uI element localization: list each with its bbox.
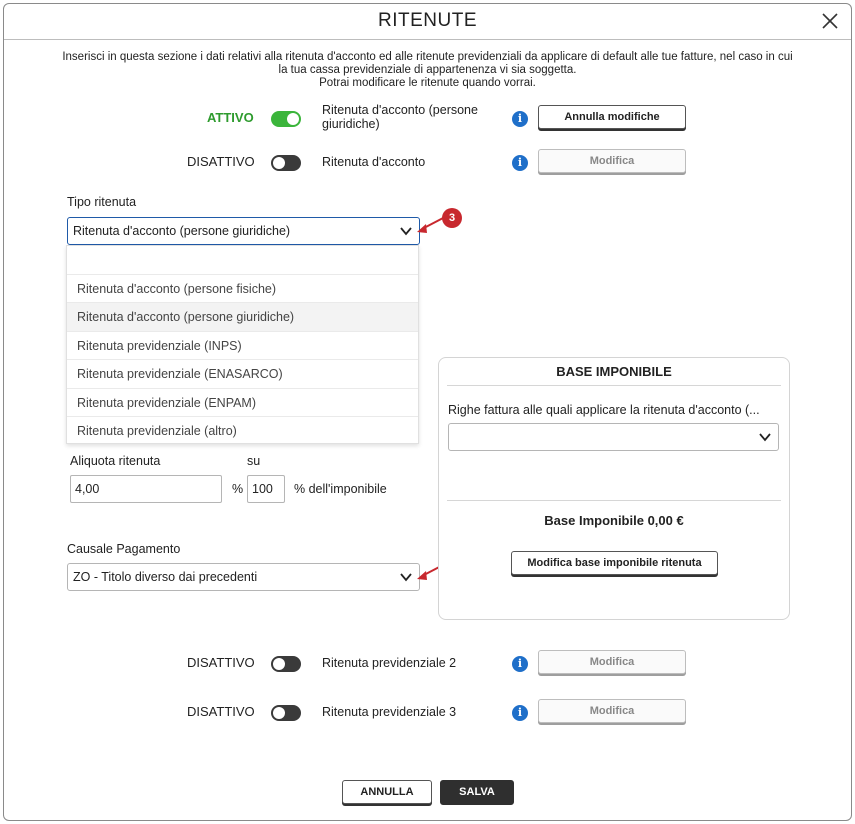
panel-divider bbox=[447, 385, 781, 386]
aliquota-label: Aliquota ritenuta bbox=[70, 454, 161, 468]
annotation-arrow-icon bbox=[414, 214, 448, 236]
toggle-knob bbox=[287, 113, 299, 125]
aliquota-input[interactable]: 4,00 bbox=[70, 475, 222, 503]
annotation-badge: 3 bbox=[442, 208, 462, 228]
intro-line: la tua cassa previdenziale di appartenenza vi sia soggetta. bbox=[278, 64, 577, 76]
dropdown-option[interactable]: Ritenuta d'acconto (persone fisiche) bbox=[67, 275, 418, 304]
imponibile-percent-input[interactable]: 100 bbox=[247, 475, 285, 503]
dropdown-option[interactable]: Ritenuta previdenziale (INPS) bbox=[67, 332, 418, 361]
dropdown-option[interactable]: Ritenuta previdenziale (ENPAM) bbox=[67, 389, 418, 418]
modifica-button[interactable]: Modifica bbox=[538, 149, 686, 173]
ritenuta-label bbox=[322, 103, 512, 131]
causale-label: Causale Pagamento bbox=[67, 542, 181, 556]
su-label: su bbox=[247, 454, 261, 468]
toggle-knob bbox=[273, 157, 285, 169]
annulla-modifiche-button[interactable]: Annulla modifiche bbox=[538, 105, 686, 129]
chevron-down-icon bbox=[399, 570, 413, 584]
intro-text bbox=[22, 51, 833, 90]
righe-select[interactable] bbox=[448, 423, 779, 451]
causale-value: ZO - Titolo diverso dai precedenti bbox=[73, 570, 258, 584]
info-icon[interactable]: i bbox=[512, 705, 528, 721]
ritenuta-toggle[interactable] bbox=[271, 656, 301, 672]
chevron-down-icon bbox=[758, 430, 772, 444]
base-imponibile-title: BASE IMPONIBILE bbox=[556, 364, 672, 379]
status-label: ATTIVO bbox=[207, 110, 254, 125]
chevron-down-icon bbox=[399, 224, 413, 238]
base-imponibile-total: Base Imponibile 0,00 € bbox=[544, 513, 684, 528]
toggle-knob bbox=[273, 658, 285, 670]
tipo-ritenuta-value: Ritenuta d'acconto (persone giuridiche) bbox=[73, 224, 291, 238]
dialog-titlebar bbox=[4, 4, 851, 40]
dialog-title: RITENUTE bbox=[378, 10, 477, 31]
dropdown-option[interactable]: Ritenuta previdenziale (ENASARCO) bbox=[67, 360, 418, 389]
info-icon[interactable]: i bbox=[512, 111, 528, 127]
dropdown-option[interactable] bbox=[67, 246, 418, 275]
intro-line: Potrai modificare le ritenute quando vorrai. bbox=[319, 77, 536, 89]
ritenuta-toggle[interactable] bbox=[271, 111, 301, 127]
percent-sign: % bbox=[232, 482, 244, 496]
tipo-ritenuta-label: Tipo ritenuta bbox=[67, 195, 137, 209]
modifica-button[interactable]: Modifica bbox=[538, 650, 686, 674]
tipo-ritenuta-dropdown bbox=[66, 245, 419, 444]
modifica-button[interactable]: Modifica bbox=[538, 699, 686, 723]
ritenuta-label-line: giuridiche) bbox=[322, 117, 380, 131]
tipo-ritenuta-select[interactable] bbox=[67, 217, 420, 245]
base-imponibile-panel bbox=[438, 357, 790, 620]
status-label: DISATTIVO bbox=[187, 704, 255, 719]
dropdown-option[interactable]: Ritenuta previdenziale (altro) bbox=[77, 424, 237, 438]
status-label: DISATTIVO bbox=[187, 154, 255, 169]
ritenuta-toggle[interactable] bbox=[271, 705, 301, 721]
imponibile-suffix: % dell'imponibile bbox=[294, 482, 387, 496]
salva-button[interactable]: SALVA bbox=[440, 780, 514, 805]
toggle-knob bbox=[273, 707, 285, 719]
modifica-base-imponibile-button[interactable]: Modifica base imponibile ritenuta bbox=[511, 551, 718, 575]
ritenuta-label: Ritenuta previdenziale 2 bbox=[322, 656, 457, 670]
info-icon[interactable]: i bbox=[512, 155, 528, 171]
close-icon[interactable] bbox=[819, 10, 841, 32]
ritenuta-label: Ritenuta d'acconto bbox=[322, 155, 426, 169]
ritenuta-label: Ritenuta previdenziale 3 bbox=[322, 705, 457, 719]
info-icon[interactable]: i bbox=[512, 656, 528, 672]
ritenuta-toggle[interactable] bbox=[271, 155, 301, 171]
righe-label: Righe fattura alle quali applicare la ritenuta d'acconto (... bbox=[448, 403, 760, 417]
ritenuta-label-line: Ritenuta d'acconto (persone bbox=[322, 103, 478, 117]
intro-line: Inserisci in questa sezione i dati relativi alla ritenuta d'acconto ed alle ritenute previdenziali da applicare di default alle tue fatture, nel caso in cui bbox=[62, 51, 793, 63]
annulla-button[interactable]: ANNULLA bbox=[342, 780, 432, 804]
causale-select[interactable] bbox=[67, 563, 420, 591]
panel-divider bbox=[447, 500, 781, 501]
status-label: DISATTIVO bbox=[187, 655, 255, 670]
dropdown-option-selected[interactable]: Ritenuta d'acconto (persone giuridiche) bbox=[67, 303, 418, 332]
